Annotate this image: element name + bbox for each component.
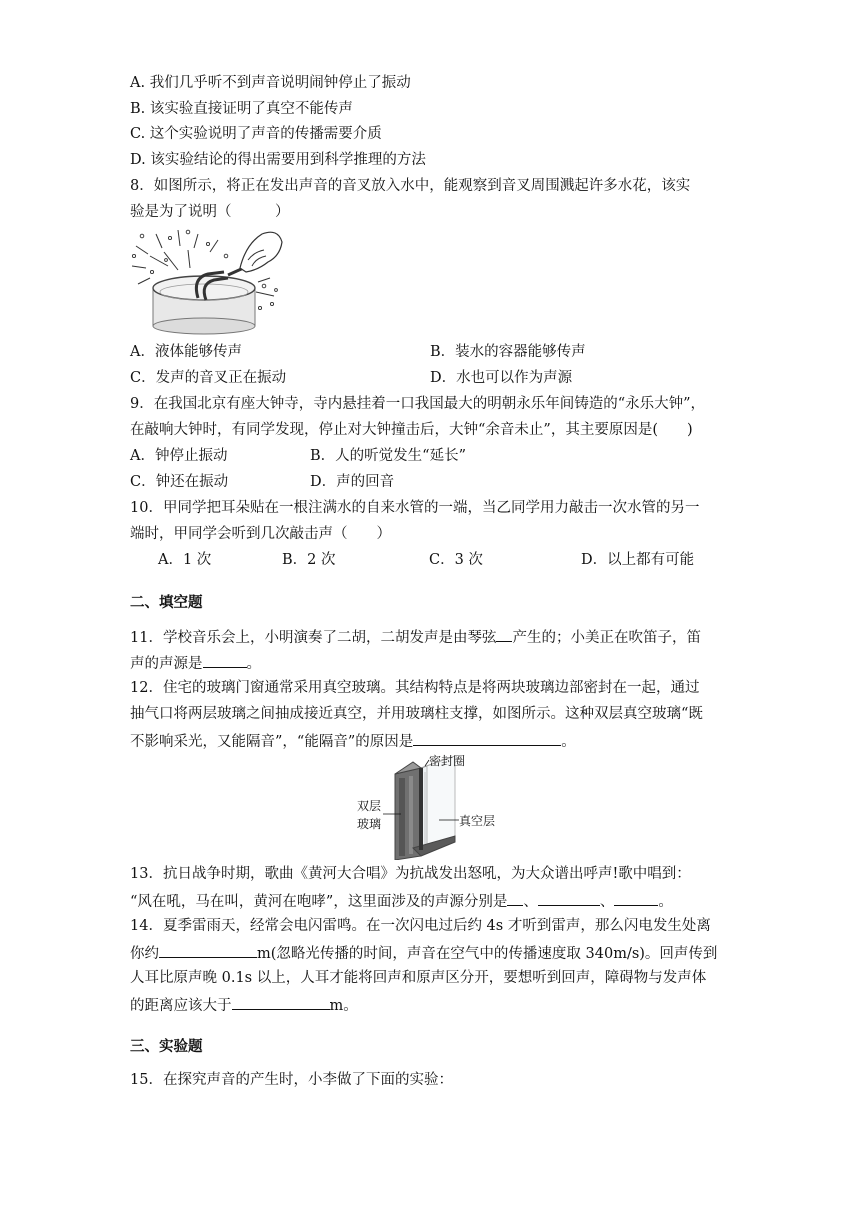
- q10-option-c: C．3 次: [429, 552, 483, 568]
- q14-text-line3: 人耳比原声晚 0.1s 以上，人耳才能将回声和原声区分开，要想听到回声，障碍物与发声体: [130, 970, 707, 986]
- q14-text-line2: [130, 942, 717, 964]
- q8-option-d: D．水也可以作为声源: [430, 370, 573, 386]
- q11-text-line1: [130, 626, 701, 648]
- section-heading-fill-in: 二、填空题: [130, 595, 203, 611]
- q8-option-a: A．液体能够传声: [130, 344, 242, 360]
- tuning-fork-water-figure: [128, 226, 284, 338]
- q8-text-line1: 8．如图所示，将正在发出声音的音叉放入水中，能观察到音叉周围溅起许多水花，该实: [130, 178, 691, 194]
- q11-blank-1[interactable]: [496, 626, 512, 642]
- q7-option-a: A. 我们几乎听不到声音说明闹钟停止了振动: [130, 75, 411, 91]
- q13-text-line1: 13．抗日战争时期，歌曲《黄河大合唱》为抗战发出怒吼，为大众谱出呼声!歌中唱到：: [130, 866, 691, 882]
- q9-option-b: B．人的听觉发生“延长”: [310, 448, 466, 464]
- q14-text-2b: m(忽略光传播的时间，声音在空气中的传播速度取 340m/s)。回声传到: [257, 946, 718, 962]
- q12-fig-label-double-1: 双层: [357, 799, 382, 813]
- q10-option-a: A．1 次: [158, 552, 212, 568]
- q12-fig-label-vacuum: 真空层: [459, 814, 496, 828]
- q9-option-d: D．声的回音: [310, 474, 395, 490]
- q7-option-d: D. 该实验结论的得出需要用到科学推理的方法: [130, 152, 426, 168]
- q12-fig-label-seal: 密封圈: [429, 754, 466, 768]
- q8-option-c: C．发声的音叉正在振动: [130, 370, 287, 386]
- q12-fig-label-double-2: 玻璃: [357, 817, 382, 831]
- q12-text-line3: [130, 730, 576, 752]
- q8-option-b: B．装水的容器能够传声: [430, 344, 586, 360]
- q13-text-line2: [130, 890, 673, 912]
- q12-text-line2: 抽气口将两层玻璃之间抽成接近真空，并用玻璃柱支撑，如图所示。这种双层真空玻璃“既: [130, 706, 703, 722]
- q14-blank-1[interactable]: [159, 942, 257, 958]
- q10-option-d: D．以上都有可能: [581, 552, 695, 568]
- q9-text-line1: 9．在我国北京有座大钟寺，寺内悬挂着一口我国最大的明朝永乐年间铸造的“永乐大钟”，: [130, 396, 706, 412]
- section-heading-experiment: 三、实验题: [130, 1039, 203, 1055]
- q12-blank[interactable]: [413, 730, 561, 746]
- q13-text-2b: 。: [658, 894, 673, 910]
- q11-text-1a: 11．学校音乐会上，小明演奏了二胡，二胡发声是由琴弦: [130, 630, 497, 646]
- vacuum-glass-figure: [355, 752, 505, 860]
- q12-text-3b: 。: [561, 734, 576, 750]
- q11-text-1b: 产生的；小美正在吹笛子，笛: [512, 630, 701, 646]
- q14-text-2a: 你约: [130, 946, 159, 962]
- q11-text-2b: 。: [246, 656, 261, 672]
- q14-text-4a: 的距离应该大于: [130, 998, 232, 1014]
- q11-text-2a: 声的声源是: [130, 656, 203, 672]
- q13-blank-3[interactable]: [614, 890, 658, 906]
- q7-option-c: C. 这个实验说明了声音的传播需要介质: [130, 126, 382, 142]
- q7-option-b: B. 该实验直接证明了真空不能传声: [130, 101, 353, 117]
- q15-text-line1: 15．在探究声音的产生时，小李做了下面的实验：: [130, 1072, 453, 1088]
- q13-blank-2[interactable]: [538, 890, 600, 906]
- q9-text-line2: 在敲响大钟时，有同学发现，停止对大钟撞击后，大钟“余音未止”，其主要原因是( ): [130, 422, 693, 438]
- q14-blank-2[interactable]: [232, 994, 330, 1010]
- q14-text-line1: 14．夏季雷雨天，经常会电闪雷鸣。在一次闪电过后约 4s 才听到雷声，那么闪电发生处离: [130, 918, 711, 934]
- q13-blank-1[interactable]: [507, 890, 523, 906]
- q10-text-line1: 10．甲同学把耳朵贴在一根注满水的自来水管的一端，当乙同学用力敲击一次水管的另一: [130, 500, 700, 516]
- q11-text-line2: [130, 652, 261, 674]
- q9-option-c: C．钟还在振动: [130, 474, 229, 490]
- q12-text-3a: 不影响采光，又能隔音”，“能隔音”的原因是: [130, 734, 414, 750]
- q14-text-line4: [130, 994, 358, 1016]
- q11-blank-2[interactable]: [203, 652, 247, 668]
- q13-sep-2: 、: [599, 894, 615, 910]
- q13-text-2a: “风在吼，马在叫，黄河在咆哮”，这里面涉及的声源分别是: [130, 894, 508, 910]
- q14-text-4b: m。: [329, 998, 358, 1014]
- q12-text-line1: 12．住宅的玻璃门窗通常采用真空玻璃。其结构特点是将两块玻璃边部密封在一起，通过: [130, 680, 700, 696]
- q10-text-line2: 端时，甲同学会听到几次敲击声（ ）: [130, 526, 391, 542]
- q13-sep-1: 、: [523, 894, 538, 910]
- q10-option-b: B．2 次: [282, 552, 336, 568]
- q8-text-line2: 验是为了说明（ ）: [130, 204, 290, 220]
- q9-option-a: A．钟停止振动: [130, 448, 228, 464]
